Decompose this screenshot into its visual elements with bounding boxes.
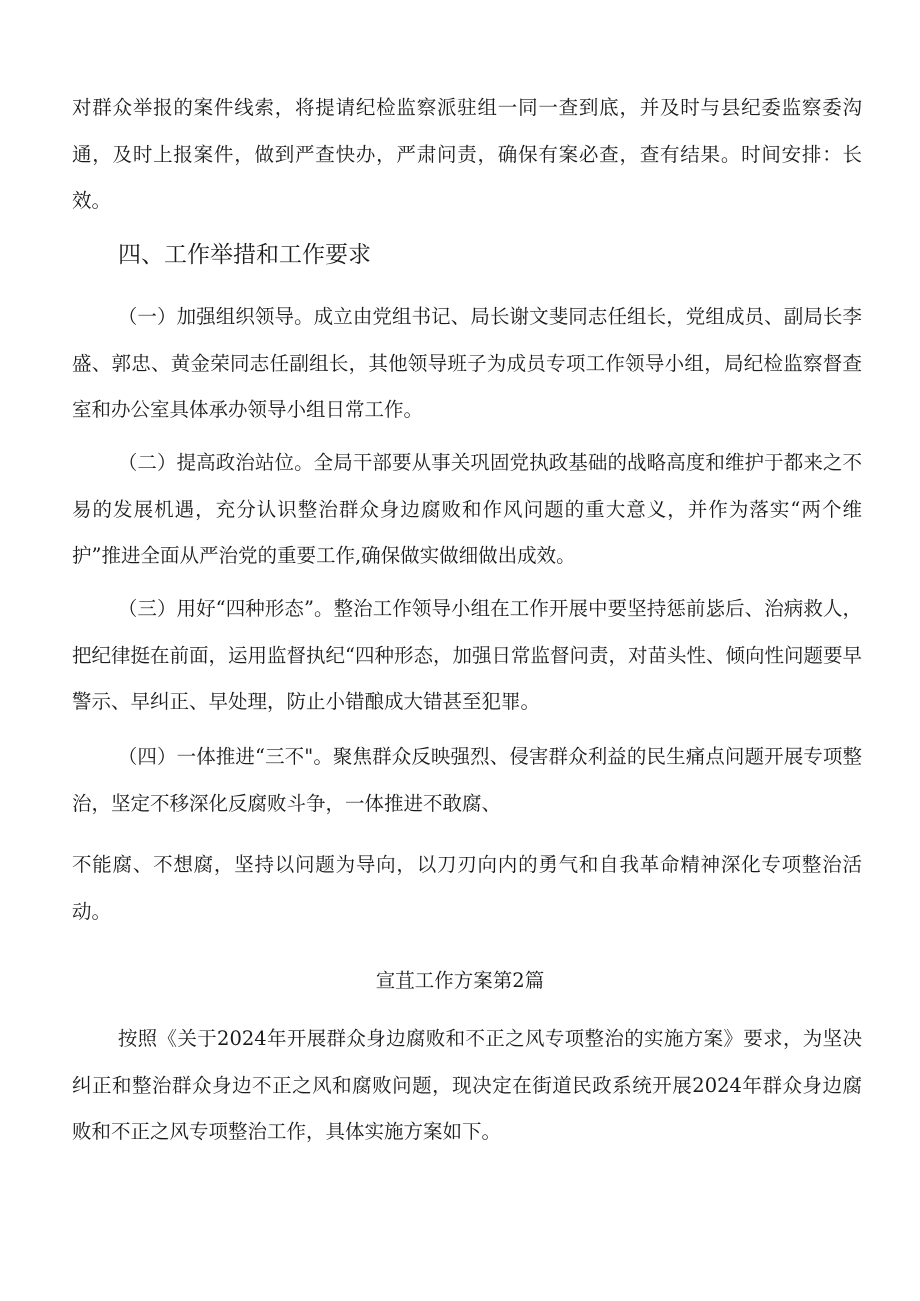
paragraph-item-3: （三）用好“四种形态”。整治工作领导小组在工作开展中要坚持惩前毖后、治病救人，把纪律挺在前面，运用监督执纪“四种形态，加强日常监督问责，对苗头性、倾向性问题要早警示、早纠正、早处理，防止小错酿成大错甚至犯罪。 <box>72 597 862 713</box>
paragraph-item-4: （四）一体推进“三不"。聚焦群众反映强烈、侵害群众利益的民生痛点问题开展专项整治，坚定不移深化反腐败斗争，一体推进不敢腐、 <box>72 745 862 815</box>
paragraph-continued: 对群众举报的案件线索，将提请纪检监察派驻组一同一查到底，并及时与县纪委监察委沟通，及时上报案件，做到严查快办，严肃问责，确保有案必查，查有结果。时间安排：长效。 <box>72 96 862 212</box>
paragraph-item-2: （二）提高政治站位。全局干部要从事关巩固党执政基础的战略高度和维护于都来之不易的发展机遇，充分认识整治群众身边腐败和作风问题的重大意义，并作为落实“两个维护”推进全面从严治党的重要工作,确保做实做细做出成效。 <box>72 451 862 567</box>
section-heading-4: 四、工作举措和工作要求 <box>118 242 371 268</box>
paragraph-item-4-continued: 不能腐、不想腐，坚持以问题为导向，以刀刃向内的勇气和自我革命精神深化专项整治活动。 <box>72 853 862 923</box>
paragraph-item-1: （一）加强组织领导。成立由党组书记、局长谢文斐同志任组长，党组成员、副局长李盛、郭忠、黄金荣同志任副组长，其他领导班子为成员专项工作领导小组，局纪检监察督查室和办公室具体承办领导小组日常工作。 <box>72 305 862 421</box>
paragraph-intro: 按照《关于2024年开展群众身边腐败和不正之风专项整治的实施方案》要求，为坚决纠正和整治群众身边不正之风和腐败问题，现决定在街道民政系统开展2024年群众身边腐败和不正之风专项整治工作，具体实施方案如下。 <box>72 1027 862 1143</box>
section-subtitle: 宣苴工作方案第2篇 <box>375 969 545 992</box>
